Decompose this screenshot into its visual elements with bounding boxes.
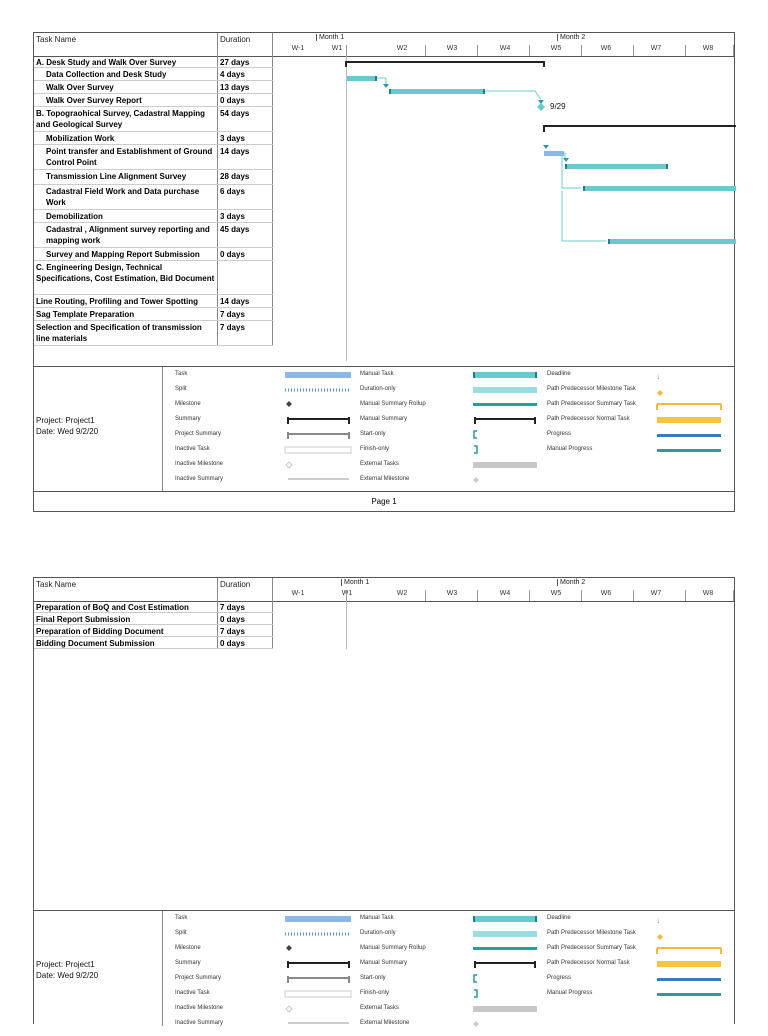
task-name[interactable]: Preparation of Bidding Document: [34, 625, 218, 636]
manual-summary-rollup-swatch: [473, 403, 537, 406]
legend-label: Project Summary: [175, 431, 222, 437]
timescale-header: [273, 578, 736, 601]
legend-label: Split: [175, 930, 187, 936]
table-row[interactable]: [34, 261, 273, 295]
manual-task-bar: [347, 76, 377, 81]
task-name[interactable]: Cadastral Field Work and Data purchase Work: [34, 185, 218, 209]
legend-label: External Tasks: [360, 461, 399, 467]
week-label: W4: [499, 590, 511, 597]
legend-label: Inactive Milestone: [175, 461, 224, 467]
path-normal-swatch: [657, 417, 721, 423]
legend-label: Finish-only: [360, 990, 390, 996]
deadline-icon: ↓: [656, 916, 660, 925]
legend-label: Progress: [547, 431, 572, 437]
gantt-chart: [273, 56, 736, 361]
legend-label: Path Predecessor Milestone Task: [547, 930, 636, 936]
legend-label: Progress: [547, 975, 572, 981]
col-task-name[interactable]: Task Name: [34, 33, 218, 56]
project-name: Project: Project1: [36, 416, 95, 425]
path-normal-swatch: [657, 961, 721, 967]
legend-label: Manual Summary Rollup: [360, 945, 426, 951]
legend-label: Manual Summary: [360, 960, 408, 966]
task-duration[interactable]: 7 days: [218, 321, 273, 345]
legend-label: External Milestone: [360, 476, 410, 482]
legend-label: Manual Summary Rollup: [360, 401, 426, 407]
week-label: W8: [702, 45, 714, 52]
week-label: W-1: [291, 45, 305, 52]
timescale-header: [273, 33, 736, 56]
inactive-task-swatch: [285, 991, 351, 997]
week-label: W7: [650, 590, 662, 597]
column-header: [34, 33, 734, 57]
legend-label: Start-only: [360, 431, 386, 437]
table-row[interactable]: [34, 223, 273, 248]
month-1-label: Month 1: [341, 579, 369, 586]
finish-only-swatch: [474, 990, 477, 997]
week-label: W1: [341, 590, 353, 597]
task-duration[interactable]: 14 days: [218, 295, 273, 307]
legend-label: Manual Task: [360, 371, 394, 377]
table-row[interactable]: [34, 132, 273, 145]
week-label: W3: [446, 590, 458, 597]
legend-label: Deadline: [547, 371, 571, 377]
task-duration[interactable]: 28 days: [218, 170, 273, 184]
milestone-swatch: [286, 401, 292, 407]
page-footer: Page 1: [34, 491, 734, 512]
link-line: [485, 91, 541, 99]
col-duration[interactable]: Duration: [218, 33, 273, 56]
deadline-icon: ↓: [656, 372, 660, 381]
task-duration[interactable]: 4 days: [218, 68, 273, 80]
start-only-swatch: [474, 975, 477, 982]
col-duration[interactable]: Duration: [218, 578, 273, 601]
task-duration[interactable]: 45 days: [218, 223, 273, 247]
table-row[interactable]: [34, 170, 273, 185]
task-duration[interactable]: 27 days: [218, 56, 273, 67]
task-name[interactable]: Data Collection and Desk Study: [34, 68, 218, 80]
week-label: W2: [396, 590, 408, 597]
link-line: [562, 191, 606, 241]
bar-end: [483, 89, 485, 94]
milestone-diamond: [537, 103, 545, 111]
project-date: Date: Wed 9/2/20: [36, 971, 99, 980]
link-arrow: [543, 145, 549, 149]
task-name[interactable]: Sag Template Preparation: [34, 308, 218, 320]
legend-label: Milestone: [175, 945, 201, 951]
task-name[interactable]: Survey and Mapping Report Submission: [34, 248, 218, 260]
task-duration[interactable]: 54 days: [218, 107, 273, 131]
legend-label: Inactive Task: [175, 446, 210, 452]
legend-label: Deadline: [547, 915, 571, 921]
bar-end: [666, 164, 668, 169]
manual-task-bar: [565, 164, 668, 169]
legend-grid: [162, 911, 737, 1026]
external-tasks-swatch: [473, 462, 537, 468]
table-row[interactable]: [34, 295, 273, 308]
task-duration[interactable]: 0 days: [218, 637, 273, 648]
external-milestone-swatch: [473, 1021, 479, 1027]
table-row[interactable]: [34, 308, 273, 321]
task-duration[interactable]: 13 days: [218, 81, 273, 93]
project-date: Date: Wed 9/2/20: [36, 427, 99, 436]
task-name[interactable]: Bidding Document Submission: [34, 637, 218, 648]
table-row[interactable]: [34, 248, 273, 261]
task-duration[interactable]: 0 days: [218, 94, 273, 106]
task-duration[interactable]: 14 days: [218, 145, 273, 169]
progress-swatch: [657, 978, 721, 981]
legend-label: Path Predecessor Normal Task: [547, 960, 630, 966]
table-row[interactable]: [34, 613, 273, 625]
legend-label: Manual Summary: [360, 416, 408, 422]
bar-end: [389, 89, 391, 94]
legend-label: Task: [175, 371, 188, 377]
task-duration[interactable]: 3 days: [218, 132, 273, 144]
bar-end: [583, 186, 585, 191]
duration-only-swatch: [473, 931, 537, 937]
gantt-page-2: [33, 577, 735, 1024]
week-label: W1: [331, 45, 343, 52]
legend-label: Path Predecessor Summary Task: [547, 945, 636, 951]
task-duration[interactable]: 3 days: [218, 210, 273, 222]
manual-summary-rollup-swatch: [473, 947, 537, 950]
week-label: W8: [702, 590, 714, 597]
legend-label: Project Summary: [175, 975, 222, 981]
legend-swatches: [163, 911, 737, 1036]
task-duration[interactable]: 0 days: [218, 248, 273, 260]
external-milestone-swatch: [473, 477, 479, 483]
task-name[interactable]: Walk Over Survey: [34, 81, 218, 93]
table-row[interactable]: [34, 68, 273, 81]
table-row[interactable]: [34, 185, 273, 210]
task-duration[interactable]: [218, 261, 273, 294]
timescale-divider: [346, 601, 347, 649]
manual-progress-swatch: [657, 993, 721, 996]
manual-task-bar: [583, 186, 736, 191]
legend-label: Path Predecessor Milestone Task: [547, 386, 636, 392]
task-name[interactable]: A. Desk Study and Walk Over Survey: [34, 56, 218, 67]
bar-end: [565, 164, 567, 169]
legend-label: Duration-only: [360, 386, 396, 392]
task-duration[interactable]: 6 days: [218, 185, 273, 209]
month-2-label: Month 2: [557, 579, 585, 586]
duration-only-swatch: [473, 387, 537, 393]
table-row[interactable]: [34, 81, 273, 94]
manual-task-swatch: [473, 372, 537, 378]
task-duration[interactable]: 0 days: [218, 613, 273, 624]
task-bar: [544, 151, 564, 156]
progress-swatch: [657, 434, 721, 437]
task-duration[interactable]: 7 days: [218, 601, 273, 612]
legend-label: Inactive Summary: [175, 476, 224, 482]
legend-label: Inactive Task: [175, 990, 210, 996]
table-row[interactable]: [34, 625, 273, 637]
legend-label: Manual Task: [360, 915, 394, 921]
week-label: W3: [446, 45, 458, 52]
legend-label: Start-only: [360, 975, 386, 981]
task-name[interactable]: Walk Over Survey Report: [34, 94, 218, 106]
legend-label: Path Predecessor Normal Task: [547, 416, 630, 422]
task-name[interactable]: Point transfer and Establishment of Ground Control Point: [34, 145, 218, 169]
table-row[interactable]: [34, 210, 273, 223]
legend-label: Inactive Milestone: [175, 1005, 224, 1011]
path-milestone-swatch: [657, 390, 663, 396]
task-swatch: [285, 916, 351, 922]
legend-grid: [162, 367, 737, 492]
bar-end: [375, 76, 377, 81]
week-label: W5: [550, 590, 562, 597]
legend-label: Summary: [175, 960, 201, 966]
table-row[interactable]: [34, 145, 273, 170]
table-row[interactable]: [34, 107, 273, 132]
table-row[interactable]: [34, 601, 273, 613]
task-duration[interactable]: 7 days: [218, 625, 273, 636]
week-label: W2: [396, 45, 408, 52]
table-row[interactable]: [34, 321, 273, 346]
table-row[interactable]: [34, 94, 273, 107]
week-label: W7: [650, 45, 662, 52]
legend-label: Duration-only: [360, 930, 396, 936]
task-name[interactable]: Preparation of BoQ and Cost Estimation: [34, 601, 218, 612]
task-name[interactable]: B. Topograohical Survey, Cadastral Mapping and Geological Survey: [34, 107, 218, 131]
legend-label: Manual Progress: [547, 446, 593, 452]
path-milestone-swatch: [657, 934, 663, 940]
month-2-label: Month 2: [557, 34, 585, 41]
task-swatch: [285, 372, 351, 378]
legend-label: External Milestone: [360, 1020, 410, 1026]
task-name[interactable]: C. Engineering Design, Technical Specifications, Cost Estimation, Bid Document: [34, 261, 218, 294]
inactive-milestone-swatch: [286, 1006, 292, 1012]
start-only-swatch: [474, 431, 477, 438]
milestone-swatch: [286, 945, 292, 951]
legend: [34, 910, 734, 1026]
task-name[interactable]: Final Report Submission: [34, 613, 218, 624]
bar-end: [608, 239, 610, 244]
task-name[interactable]: Mobilization Work: [34, 132, 218, 144]
link-arrow: [383, 84, 389, 88]
legend-swatches: [163, 367, 737, 492]
table-row[interactable]: [34, 637, 273, 649]
column-header: [34, 578, 734, 602]
legend-label: Finish-only: [360, 446, 390, 452]
month-1-label: Month 1: [316, 34, 344, 41]
week-label: W6: [600, 45, 612, 52]
manual-task-bar: [608, 239, 736, 244]
legend-label: External Tasks: [360, 1005, 399, 1011]
task-name[interactable]: Line Routing, Profiling and Tower Spotting: [34, 295, 218, 307]
manual-progress-swatch: [657, 449, 721, 452]
legend-label: Inactive Summary: [175, 1020, 224, 1026]
task-name[interactable]: Cadastral , Alignment survey reporting and mapping work: [34, 223, 218, 247]
task-name[interactable]: Selection and Specification of transmission line materials: [34, 321, 218, 345]
link-arrow: [563, 158, 569, 162]
finish-only-swatch: [474, 446, 477, 453]
legend-label: Summary: [175, 416, 201, 422]
week-label: W5: [550, 45, 562, 52]
col-task-name[interactable]: Task Name: [34, 578, 218, 601]
table-row[interactable]: [34, 56, 273, 68]
legend-label: Path Predecessor Summary Task: [547, 401, 636, 407]
task-duration[interactable]: 7 days: [218, 308, 273, 320]
task-table: [34, 56, 273, 346]
legend-label: Split: [175, 386, 187, 392]
task-name[interactable]: Demobilization: [34, 210, 218, 222]
project-name: Project: Project1: [36, 960, 95, 969]
link-line: [562, 156, 581, 188]
task-name[interactable]: Transmission Line Alignment Survey: [34, 170, 218, 184]
week-label: W6: [600, 590, 612, 597]
external-tasks-swatch: [473, 1006, 537, 1012]
milestone-date: 9/29: [550, 102, 566, 111]
inactive-task-swatch: [285, 447, 351, 453]
legend: [34, 366, 734, 492]
manual-task-bar: [389, 89, 485, 94]
task-table: [34, 601, 273, 649]
legend-label: Milestone: [175, 401, 201, 407]
legend-label: Manual Progress: [547, 990, 593, 996]
gantt-page-1: [33, 32, 735, 512]
inactive-milestone-swatch: [286, 462, 292, 468]
legend-label: Task: [175, 915, 188, 921]
week-label: W-1: [291, 590, 305, 597]
week-label: W4: [499, 45, 511, 52]
manual-task-swatch: [473, 916, 537, 922]
